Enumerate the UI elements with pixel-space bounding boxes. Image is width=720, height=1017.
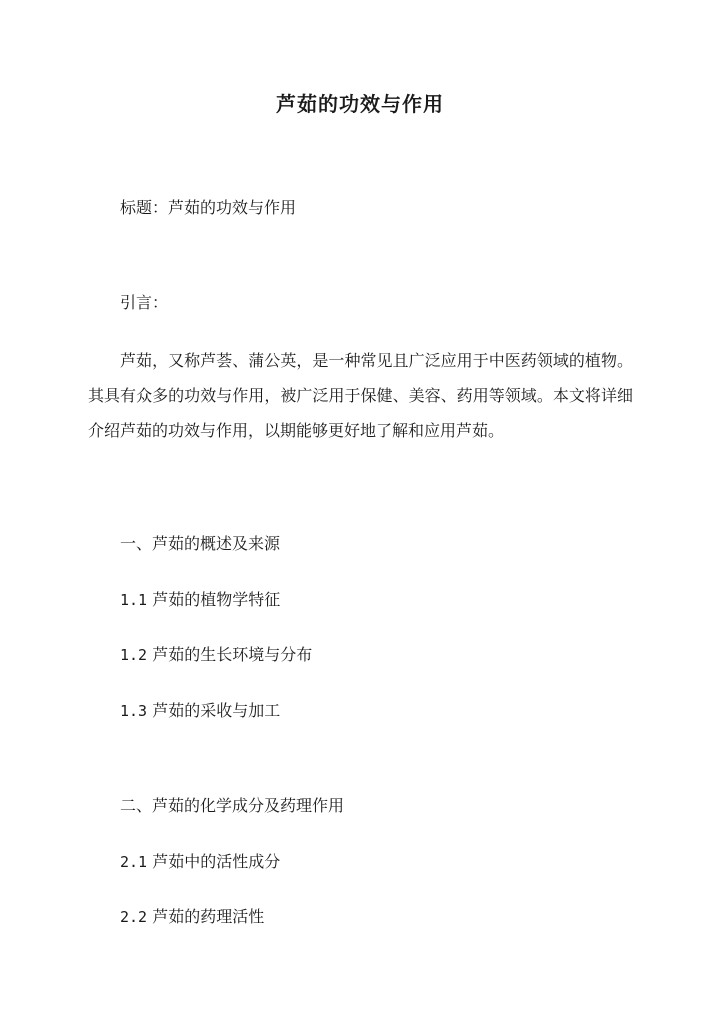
section-item-2-1 [120, 850, 280, 874]
section-heading-2: 二、芦茹的化学成分及药理作用 [120, 796, 345, 815]
section-item-1-1 [120, 588, 280, 612]
section-heading-1: 一、芦茹的概述及来源 [120, 534, 281, 553]
section-item-number: 1.2 [120, 646, 148, 664]
section-item-text: 芦茹的采收与加工 [152, 701, 281, 720]
section-item-number: 2.2 [120, 908, 148, 926]
subject-line: 标题：芦茹的功效与作用 [120, 198, 297, 217]
section-item-1-3 [120, 699, 280, 723]
intro-label: 引言： [120, 293, 169, 312]
section-item-number: 2.1 [120, 853, 148, 871]
section-item-text: 芦茹中的活性成分 [152, 852, 281, 871]
document-title: 芦茹的功效与作用 [276, 92, 444, 116]
section-item-text: 芦茹的生长环境与分布 [152, 645, 313, 664]
section-item-text: 芦茹的药理活性 [152, 907, 265, 926]
section-item-number: 1.1 [120, 591, 148, 609]
intro-paragraph: 芦茹，又称芦荟、蒲公英，是一种常见且广泛应用于中医药领域的植物。其具有众多的功效与作用，被广泛用于保健、美容、药用等领域。本文将详细介绍芦茹的功效与作用，以期能够更好地了解和应用芦茹。 [88, 351, 633, 440]
section-item-number: 1.3 [120, 702, 148, 720]
section-item-1-2 [120, 643, 312, 667]
section-item-2-2 [120, 905, 264, 929]
section-item-text: 芦茹的植物学特征 [152, 590, 281, 609]
